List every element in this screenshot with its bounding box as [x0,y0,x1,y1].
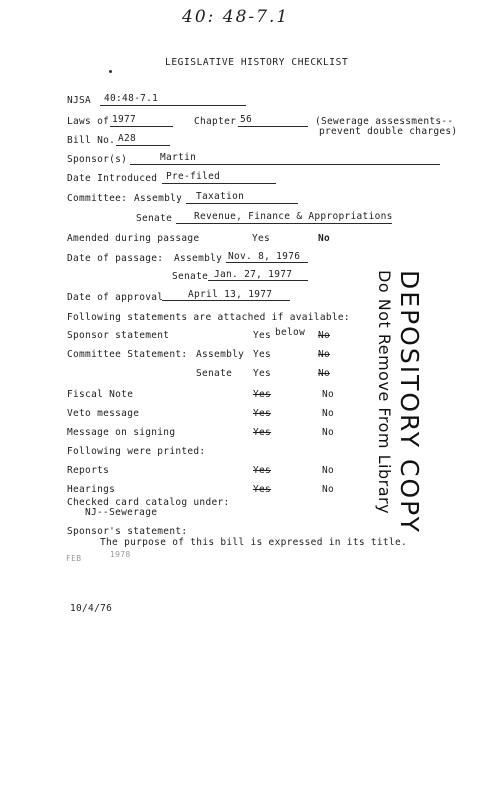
committee-label: Committee: [67,193,128,204]
chapter-underline [238,126,308,127]
bill-underline [116,145,170,146]
chapter-value: 56 [240,114,253,125]
received-stamp-month: FEB [66,554,82,563]
approval-value: April 13, 1977 [188,289,273,300]
laws-value: 1977 [112,114,137,125]
fiscal-note-label: Fiscal Note [67,389,134,400]
sponsor-statement-yes: Yes [253,330,272,341]
committee-assembly-label: Assembly [134,193,183,204]
committee-senate-label: Senate [136,213,173,224]
committee-senate-no: No [318,368,331,379]
sponsor-value: Martin [160,152,197,163]
passage-assembly-underline [226,262,308,263]
passage-label: Date of passage: [67,253,164,264]
statements-heading: Following statements are attached if available: [67,312,350,323]
description-line-2: prevent double charges) [319,126,458,137]
amended-label: Amended during passage [67,233,200,244]
njsa-underline [100,105,246,106]
sponsor-underline [130,164,440,165]
committee-senate-value: Revenue, Finance & Appropriations [194,211,393,222]
approval-label: Date of approval [67,292,164,303]
handwritten-statute-number: 40: 48-7.1 [182,7,290,27]
chapter-label: Chapter [194,116,237,127]
hearings-label: Hearings [67,484,116,495]
reports-yes: Yes [253,465,272,476]
document-title: LEGISLATIVE HISTORY CHECKLIST [165,57,349,68]
fiscal-note-no: No [322,389,335,400]
laws-underline [110,126,173,127]
depository-stamp-line-2: Do Not Remove From Library [375,270,394,515]
catalog-line-1: Checked card catalog under: [67,497,230,508]
committee-assembly-value: Taxation [196,191,245,202]
date-introduced-value: Pre-filed [166,171,221,182]
committee-senate-yes: Yes [253,368,272,379]
njsa-label: NJSA [67,95,92,106]
passage-senate-value: Jan. 27, 1977 [214,269,293,280]
passage-assembly-value: Nov. 8, 1976 [228,251,301,262]
committee-assembly-yes: Yes [253,349,272,360]
bill-label: Bill No. [67,135,116,146]
veto-message-yes: Yes [253,408,272,419]
hearings-no: No [322,484,335,495]
veto-message-no: No [322,408,335,419]
catalog-line-2: NJ--Sewerage [85,507,158,518]
message-signing-yes: Yes [253,427,272,438]
sponsor-statement-label: Sponsor statement [67,330,170,341]
reports-no: No [322,465,335,476]
depository-stamp-line-1: DEPOSITORY COPY [395,270,424,534]
passage-senate-label: Senate [172,271,209,282]
amended-yes: Yes [252,233,271,244]
laws-label: Laws of [67,116,110,127]
description-line-1: (Sewerage assessments-- [315,116,454,127]
approval-underline [162,300,290,301]
passage-senate-underline [208,280,308,281]
committee-senate-underline [176,223,392,224]
amended-no: No [318,233,331,244]
sponsor-statement-text: The purpose of this bill is expressed in its title. [100,537,407,548]
date-introduced-underline [162,183,276,184]
committee-statement-assembly: Assembly [196,349,245,360]
depository-stamp [366,270,432,534]
sponsor-statement-block-label: Sponsor's statement: [67,526,188,537]
date-introduced-label: Date Introduced [67,173,158,184]
fiscal-note-yes: Yes [253,389,272,400]
ink-dot [109,70,112,73]
committee-assembly-underline [186,203,298,204]
committee-statement-senate: Senate [196,368,233,379]
received-stamp-year: 1978 [110,550,131,559]
printed-heading: Following were printed: [67,446,206,457]
committee-statement-label: Committee Statement: [67,349,188,360]
committee-assembly-no: No [318,349,331,360]
sponsor-statement-no: No [318,330,331,341]
hearings-yes: Yes [253,484,272,495]
message-signing-label: Message on signing [67,427,176,438]
reports-label: Reports [67,465,110,476]
footer-date: 10/4/76 [70,603,113,614]
message-signing-no: No [322,427,335,438]
sponsor-statement-below: below [275,327,306,338]
sponsor-label: Sponsor(s) [67,154,128,165]
veto-message-label: Veto message [67,408,140,419]
bill-value: A28 [118,133,137,144]
passage-assembly-label: Assembly [174,253,223,264]
njsa-value: 40:48-7.1 [104,93,159,104]
